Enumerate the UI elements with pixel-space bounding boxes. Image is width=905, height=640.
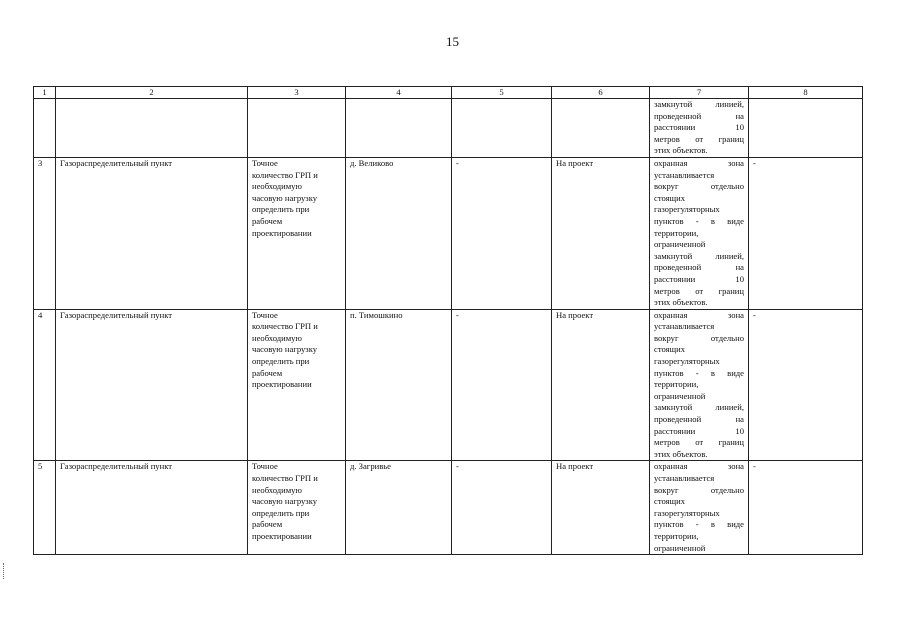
zone-text-line: устанавливается	[654, 169, 715, 180]
zone-text-line: замкнутой линией,	[654, 250, 744, 261]
zone-text-line: расстоянии 10	[654, 122, 744, 133]
header-cell: 2	[56, 87, 248, 99]
zone-text-line: охранная зона	[654, 309, 744, 320]
object-location: д. Великово	[346, 157, 452, 309]
table-row	[34, 461, 863, 555]
zone-text-line: вокруг отдельно	[654, 484, 744, 495]
zone-text-line: стоящих	[654, 344, 686, 355]
zone-text-line: устанавливается	[654, 473, 715, 483]
zone-text-line: территории,	[654, 227, 699, 238]
column-8-value: -	[749, 157, 863, 309]
header-cell: 1	[34, 87, 56, 99]
zone-text-line: метров от границ	[654, 133, 744, 144]
object-status: На проект	[552, 309, 650, 461]
zone-text-line: газорегуляторных	[654, 204, 720, 215]
zone-text-line: этих объектов.	[654, 145, 708, 156]
zone-text-line: метров от границ	[654, 285, 744, 296]
protection-zone-cell	[650, 99, 749, 158]
zone-text-line: проведенной на	[654, 414, 744, 425]
object-status: На проект	[552, 157, 650, 309]
object-name: Газораспределительный пункт	[56, 157, 248, 309]
continuation-row	[34, 99, 863, 158]
column-5-value: -	[452, 157, 552, 309]
zone-text-line: этих объектов.	[654, 448, 708, 459]
zone-text-line: ограниченной	[654, 239, 706, 250]
zone-text-line: охранная зона	[654, 461, 744, 472]
object-location: д. Загривье	[346, 461, 452, 555]
zone-text-line: ограниченной	[654, 390, 706, 401]
zone-text-line: стоящих	[654, 496, 686, 507]
zone-text-line: территории,	[654, 379, 699, 390]
zone-text-line: замкнутой линией,	[654, 99, 744, 109]
object-note: Точное количество ГРП и необходимую часовую нагрузку определить при рабочем проектировании	[248, 157, 346, 309]
object-note: Точное количество ГРП и необходимую часовую нагрузку определить при рабочем проектировании	[248, 461, 346, 555]
table-row	[34, 309, 863, 461]
protection-zone-cell	[650, 461, 749, 555]
column-5-value: -	[452, 309, 552, 461]
row-number: 4	[34, 309, 56, 461]
zone-text-line: расстоянии 10	[654, 273, 744, 284]
zone-text-line: охранная зона	[654, 157, 744, 168]
zone-text-line: вокруг отдельно	[654, 181, 744, 192]
zone-text-line: замкнутой линией,	[654, 402, 744, 413]
zone-text-line: ограниченной	[654, 542, 706, 553]
header-cell: 5	[452, 87, 552, 99]
header-cell: 8	[749, 87, 863, 99]
zone-text-line: проведенной на	[654, 262, 744, 273]
object-status: На проект	[552, 461, 650, 555]
header-cell: 4	[346, 87, 452, 99]
object-note: Точное количество ГРП и необходимую часовую нагрузку определить при рабочем проектировании	[248, 309, 346, 461]
document-table	[33, 86, 863, 555]
zone-text-line: территории,	[654, 530, 699, 541]
column-8-value: -	[749, 309, 863, 461]
header-row	[34, 87, 863, 99]
protection-zone-cell	[650, 157, 749, 309]
zone-text-line: пунктов - в виде	[654, 519, 744, 530]
zone-text-line: расстоянии 10	[654, 425, 744, 436]
table-row	[34, 157, 863, 309]
row-number: 5	[34, 461, 56, 555]
zone-text-line: пунктов - в виде	[654, 215, 744, 226]
column-5-value: -	[452, 461, 552, 555]
zone-text-line: газорегуляторных	[654, 356, 720, 367]
page-number: 15	[446, 34, 459, 49]
zone-text-line: этих объектов.	[654, 297, 708, 308]
zone-text-line: газорегуляторных	[654, 507, 720, 518]
object-name: Газораспределительный пункт	[56, 309, 248, 461]
margin-mark	[3, 563, 6, 579]
zone-text-line: устанавливается	[654, 321, 715, 332]
zone-text-line: проведенной на	[654, 110, 744, 121]
protection-zone-cell	[650, 309, 749, 461]
header-cell: 6	[552, 87, 650, 99]
column-8-value: -	[749, 461, 863, 555]
zone-text-line: метров от границ	[654, 437, 744, 448]
zone-text-line: вокруг отдельно	[654, 332, 744, 343]
zone-text-line: стоящих	[654, 192, 686, 203]
zone-text-line: пунктов - в виде	[654, 367, 744, 378]
object-location: п. Тимошкино	[346, 309, 452, 461]
row-number: 3	[34, 157, 56, 309]
object-name: Газораспределительный пункт	[56, 461, 248, 555]
header-cell: 7	[650, 87, 749, 99]
header-cell: 3	[248, 87, 346, 99]
